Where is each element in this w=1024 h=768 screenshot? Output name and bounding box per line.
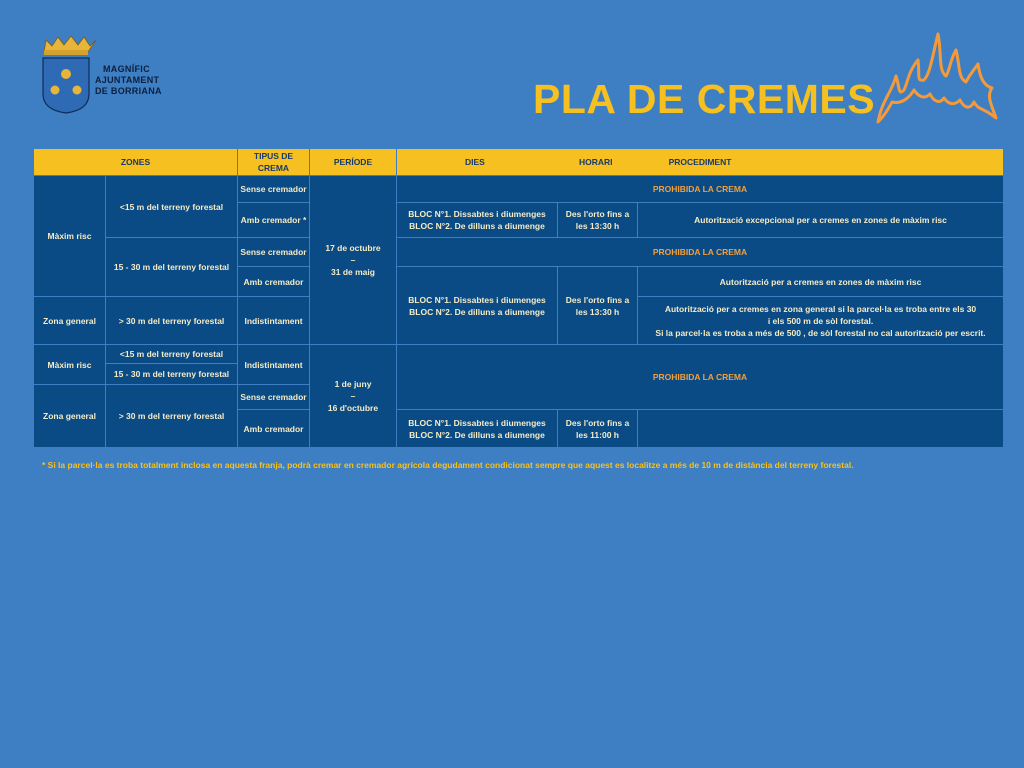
zone-maxim-risc: Màxim risc (34, 176, 106, 297)
tipus-amb-cremador: Amb cremador (238, 267, 310, 297)
bloc-2: BLOC N°2. De dilluns a diumenge (409, 306, 545, 317)
bloc-2: BLOC N°2. De dilluns a diumenge (409, 429, 545, 440)
periode-2-start: 1 de juny (334, 379, 372, 389)
logo-line3: DE BORRIANA (95, 86, 162, 96)
procediment-excepcional: Autorització excepcional per a cremes en zones de màxim risc (638, 203, 1004, 238)
header-horari: HORARI (579, 157, 613, 167)
procediment-general (638, 297, 1004, 345)
bloc-2: BLOC N°2. De dilluns a diumenge (409, 221, 545, 231)
flame-icon (874, 30, 998, 126)
procediment-maxim: Autorització per a cremes en zones de màxim risc (638, 267, 1004, 297)
bloc-1: BLOC N°1. Dissabtes i diumenges (408, 294, 546, 305)
horari: Des l'orto fins a les 11:00 h (558, 410, 638, 448)
periode-1-dash: – (350, 255, 356, 265)
periode-1 (310, 176, 397, 345)
distance-gt30: > 30 m del terreny forestal (106, 385, 238, 448)
logo-text (95, 64, 162, 97)
dies-bloc (397, 410, 558, 448)
periode-2-dash: – (350, 391, 356, 401)
logo-line1: MAGNÍFIC (103, 64, 150, 74)
distance-15-30: 15 - 30 m del terreny forestal (106, 364, 238, 385)
dies-bloc (397, 203, 558, 238)
prohibited-crema: PROHIBIDA LA CREMA (397, 176, 1004, 203)
distance-15-30: 15 - 30 m del terreny forestal (106, 238, 238, 297)
page-title: PLA DE CREMES (533, 76, 876, 122)
burn-plan-table (33, 148, 1004, 448)
header-procediment: PROCEDIMENT (397, 149, 1004, 176)
header-tipus: TIPUS DE CREMA (238, 149, 310, 176)
procediment-general-1: Autorització per a cremes en zona general si la parcel·la es troba entre els 30 (664, 303, 977, 314)
tipus-amb-cremador: Amb cremador (238, 410, 310, 448)
procediment-empty (638, 410, 1004, 448)
header-periode: PERÍODE (310, 149, 397, 176)
tipus-sense-cremador: Sense cremador (238, 176, 310, 203)
tipus-indistintament: Indistintament (238, 345, 310, 385)
bloc-1: BLOC N°1. Dissabtes i diumenges (408, 417, 546, 428)
distance-gt30: > 30 m del terreny forestal (106, 297, 238, 345)
header-zones: ZONES (34, 149, 238, 176)
procediment-general-3: Si la parcel·la es troba a més de 500 , de sòl forestal no cal autorització per escrit. (655, 327, 986, 338)
periode-2 (310, 345, 397, 448)
distance-lt15: <15 m del terreny forestal (106, 176, 238, 238)
periode-2-end: 16 d'octubre (327, 403, 379, 413)
header-dies: DIES (465, 157, 485, 167)
prohibited-crema: PROHIBIDA LA CREMA (397, 238, 1004, 267)
zone-general: Zona general (34, 385, 106, 448)
footnote: * Si la parcel·la es troba totalment inclosa en aquesta franja, podrà cremar en cremador agrícola degudament condicionat sempre que aquest es localitze a més de 10 m de distància del terreny forestal. (42, 460, 854, 470)
tipus-amb-cremador: Amb cremador * (238, 203, 310, 238)
tipus-sense-cremador: Sense cremador (238, 238, 310, 267)
zone-maxim-risc: Màxim risc (34, 345, 106, 385)
zone-general: Zona general (34, 297, 106, 345)
horari: Des l'orto fins a les 13:30 h (558, 203, 638, 238)
bloc-1: BLOC N°1. Dissabtes i diumenges (408, 209, 546, 219)
periode-1-end: 31 de maig (331, 267, 375, 277)
horari: Des l'orto fins a les 13:30 h (558, 267, 638, 345)
tipus-indistintament: Indistintament (238, 297, 310, 345)
dies-bloc (397, 267, 558, 345)
logo-line2: AJUNTAMENT (95, 75, 160, 85)
distance-lt15: <15 m del terreny forestal (106, 345, 238, 364)
prohibited-crema: PROHIBIDA LA CREMA (397, 345, 1004, 410)
procediment-general-2: i els 500 m de sòl forestal. (767, 315, 874, 326)
periode-1-start: 17 de octubre (325, 243, 381, 253)
tipus-sense-cremador: Sense cremador (238, 385, 310, 410)
